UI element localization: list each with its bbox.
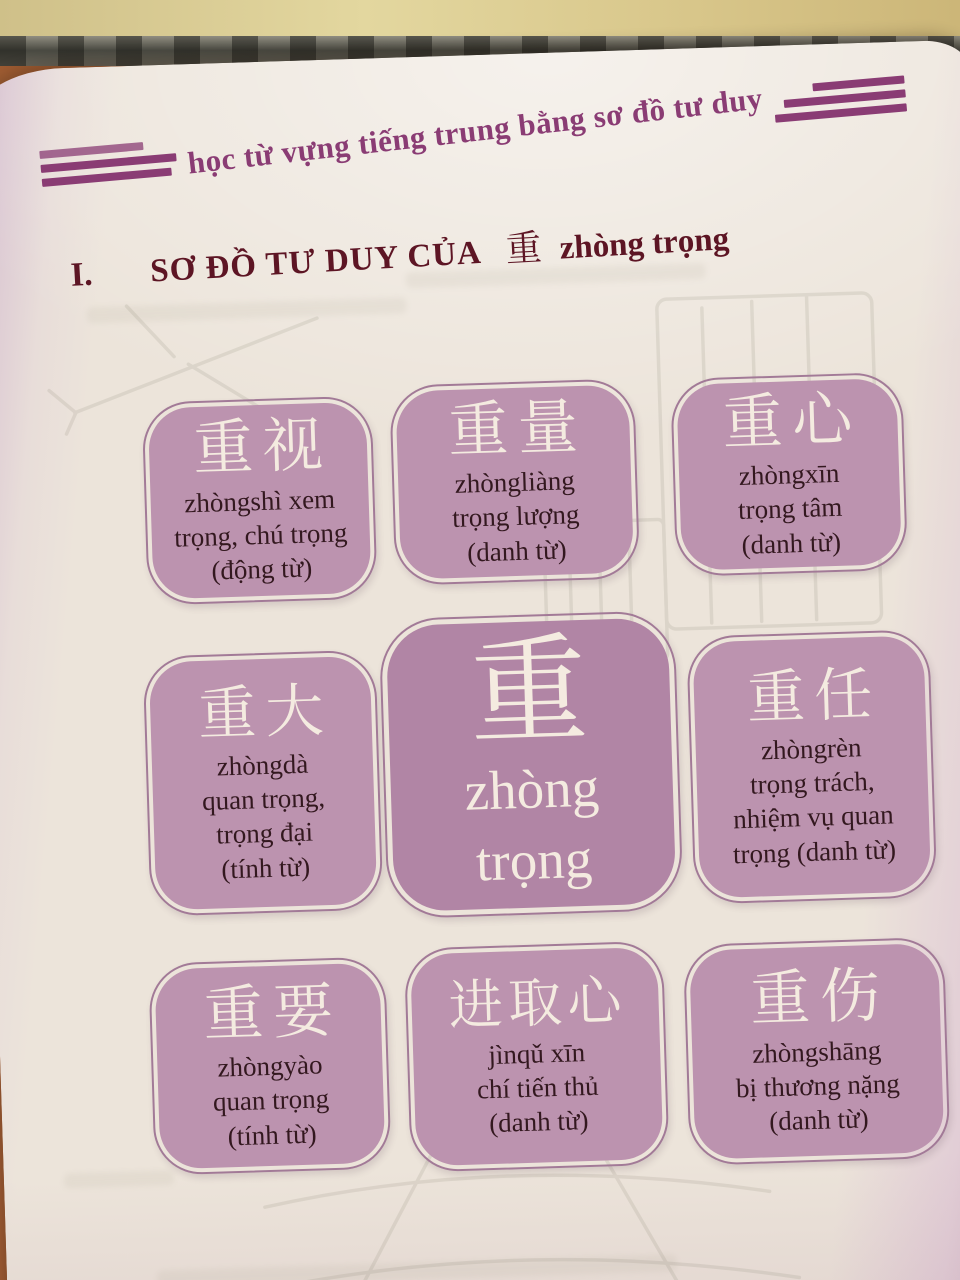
node-hanzi: 重任	[745, 661, 883, 731]
node-text-line: zhòngshāng	[751, 1034, 882, 1069]
node-text-line: zhòngrèn	[760, 732, 862, 766]
node-text-line: trọng đại	[215, 817, 314, 851]
node-text-line: trọng tâm	[737, 492, 843, 526]
mindmap-center-node	[378, 610, 683, 919]
node-body	[692, 635, 931, 898]
node-hanzi: 重大	[197, 677, 334, 748]
node-text-line: bị thương nặng	[735, 1068, 901, 1104]
mindmap-node-zhongyao	[148, 956, 392, 1175]
section-reading: zhòng trọng	[558, 221, 731, 267]
node-text-line: (danh từ)	[768, 1103, 870, 1137]
mindmap-node-zhongshi	[142, 395, 378, 605]
header-title: học từ vựng tiếng trung bằng sơ đồ tư duy	[185, 80, 765, 181]
node-text-line: (danh từ)	[488, 1105, 589, 1139]
node-text-line: trọng, chú trọng	[173, 517, 348, 553]
node-text-line: (tính từ)	[227, 1118, 317, 1152]
book-page	[0, 40, 960, 1280]
node-text-line: trọng lượng	[451, 499, 580, 534]
center-vietnamese: trọng	[475, 827, 594, 893]
node-text-line: zhòngxīn	[738, 458, 840, 492]
node-text-line: (danh từ)	[466, 534, 567, 568]
node-text-line: zhòngliàng	[454, 465, 576, 500]
mindmap-node-zhongda	[143, 649, 384, 916]
node-hanzi: 重要	[202, 977, 344, 1049]
node-body	[154, 963, 385, 1170]
node-body	[148, 402, 372, 600]
node-body	[689, 943, 944, 1160]
node-hanzi: 进取心	[447, 971, 628, 1037]
center-hanzi: 重	[467, 625, 590, 760]
node-text-line: zhòngyào	[217, 1049, 323, 1083]
section-hanzi: 重	[504, 227, 543, 270]
node-hanzi: 重视	[192, 412, 334, 483]
center-pinyin: zhòng	[463, 756, 600, 822]
node-text-line: jìnqǔ xīn	[487, 1036, 586, 1070]
node-text-line: (danh từ)	[741, 526, 842, 560]
node-text-line: trọng (danh từ)	[732, 833, 897, 870]
node-text-line: quan trọng	[212, 1083, 330, 1118]
node-text-line: chí tiến thủ	[476, 1070, 599, 1105]
node-body	[410, 947, 664, 1167]
node-body	[149, 656, 378, 911]
node-hanzi: 重量	[447, 393, 589, 465]
node-body	[386, 617, 677, 912]
node-text-line: nhiệm vụ quan	[732, 799, 895, 835]
mindmap-node-zhongxin	[670, 372, 908, 577]
node-hanzi: 重心	[721, 386, 863, 457]
node-text-line: zhòngshì xem	[183, 483, 336, 519]
node-text-line: quan trọng,	[201, 782, 326, 817]
section-title-text: SƠ ĐỒ TƯ DUY CỦA	[149, 234, 483, 290]
node-text-line: (tính từ)	[220, 851, 311, 885]
node-text-line: (động từ)	[210, 552, 313, 586]
mindmap-node-jinquxin	[404, 941, 670, 1173]
node-text-line: zhòngdà	[216, 748, 309, 782]
mindmap-node-zhongliang	[389, 378, 640, 586]
mindmap-node-zhongren	[686, 629, 937, 905]
section-numeral: I.	[69, 255, 94, 294]
node-body	[676, 378, 902, 571]
node-text-line: trọng trách,	[749, 766, 875, 800]
mindmap-node-zhongshang	[683, 937, 951, 1166]
node-hanzi: 重伤	[749, 963, 891, 1034]
node-body	[395, 384, 634, 579]
